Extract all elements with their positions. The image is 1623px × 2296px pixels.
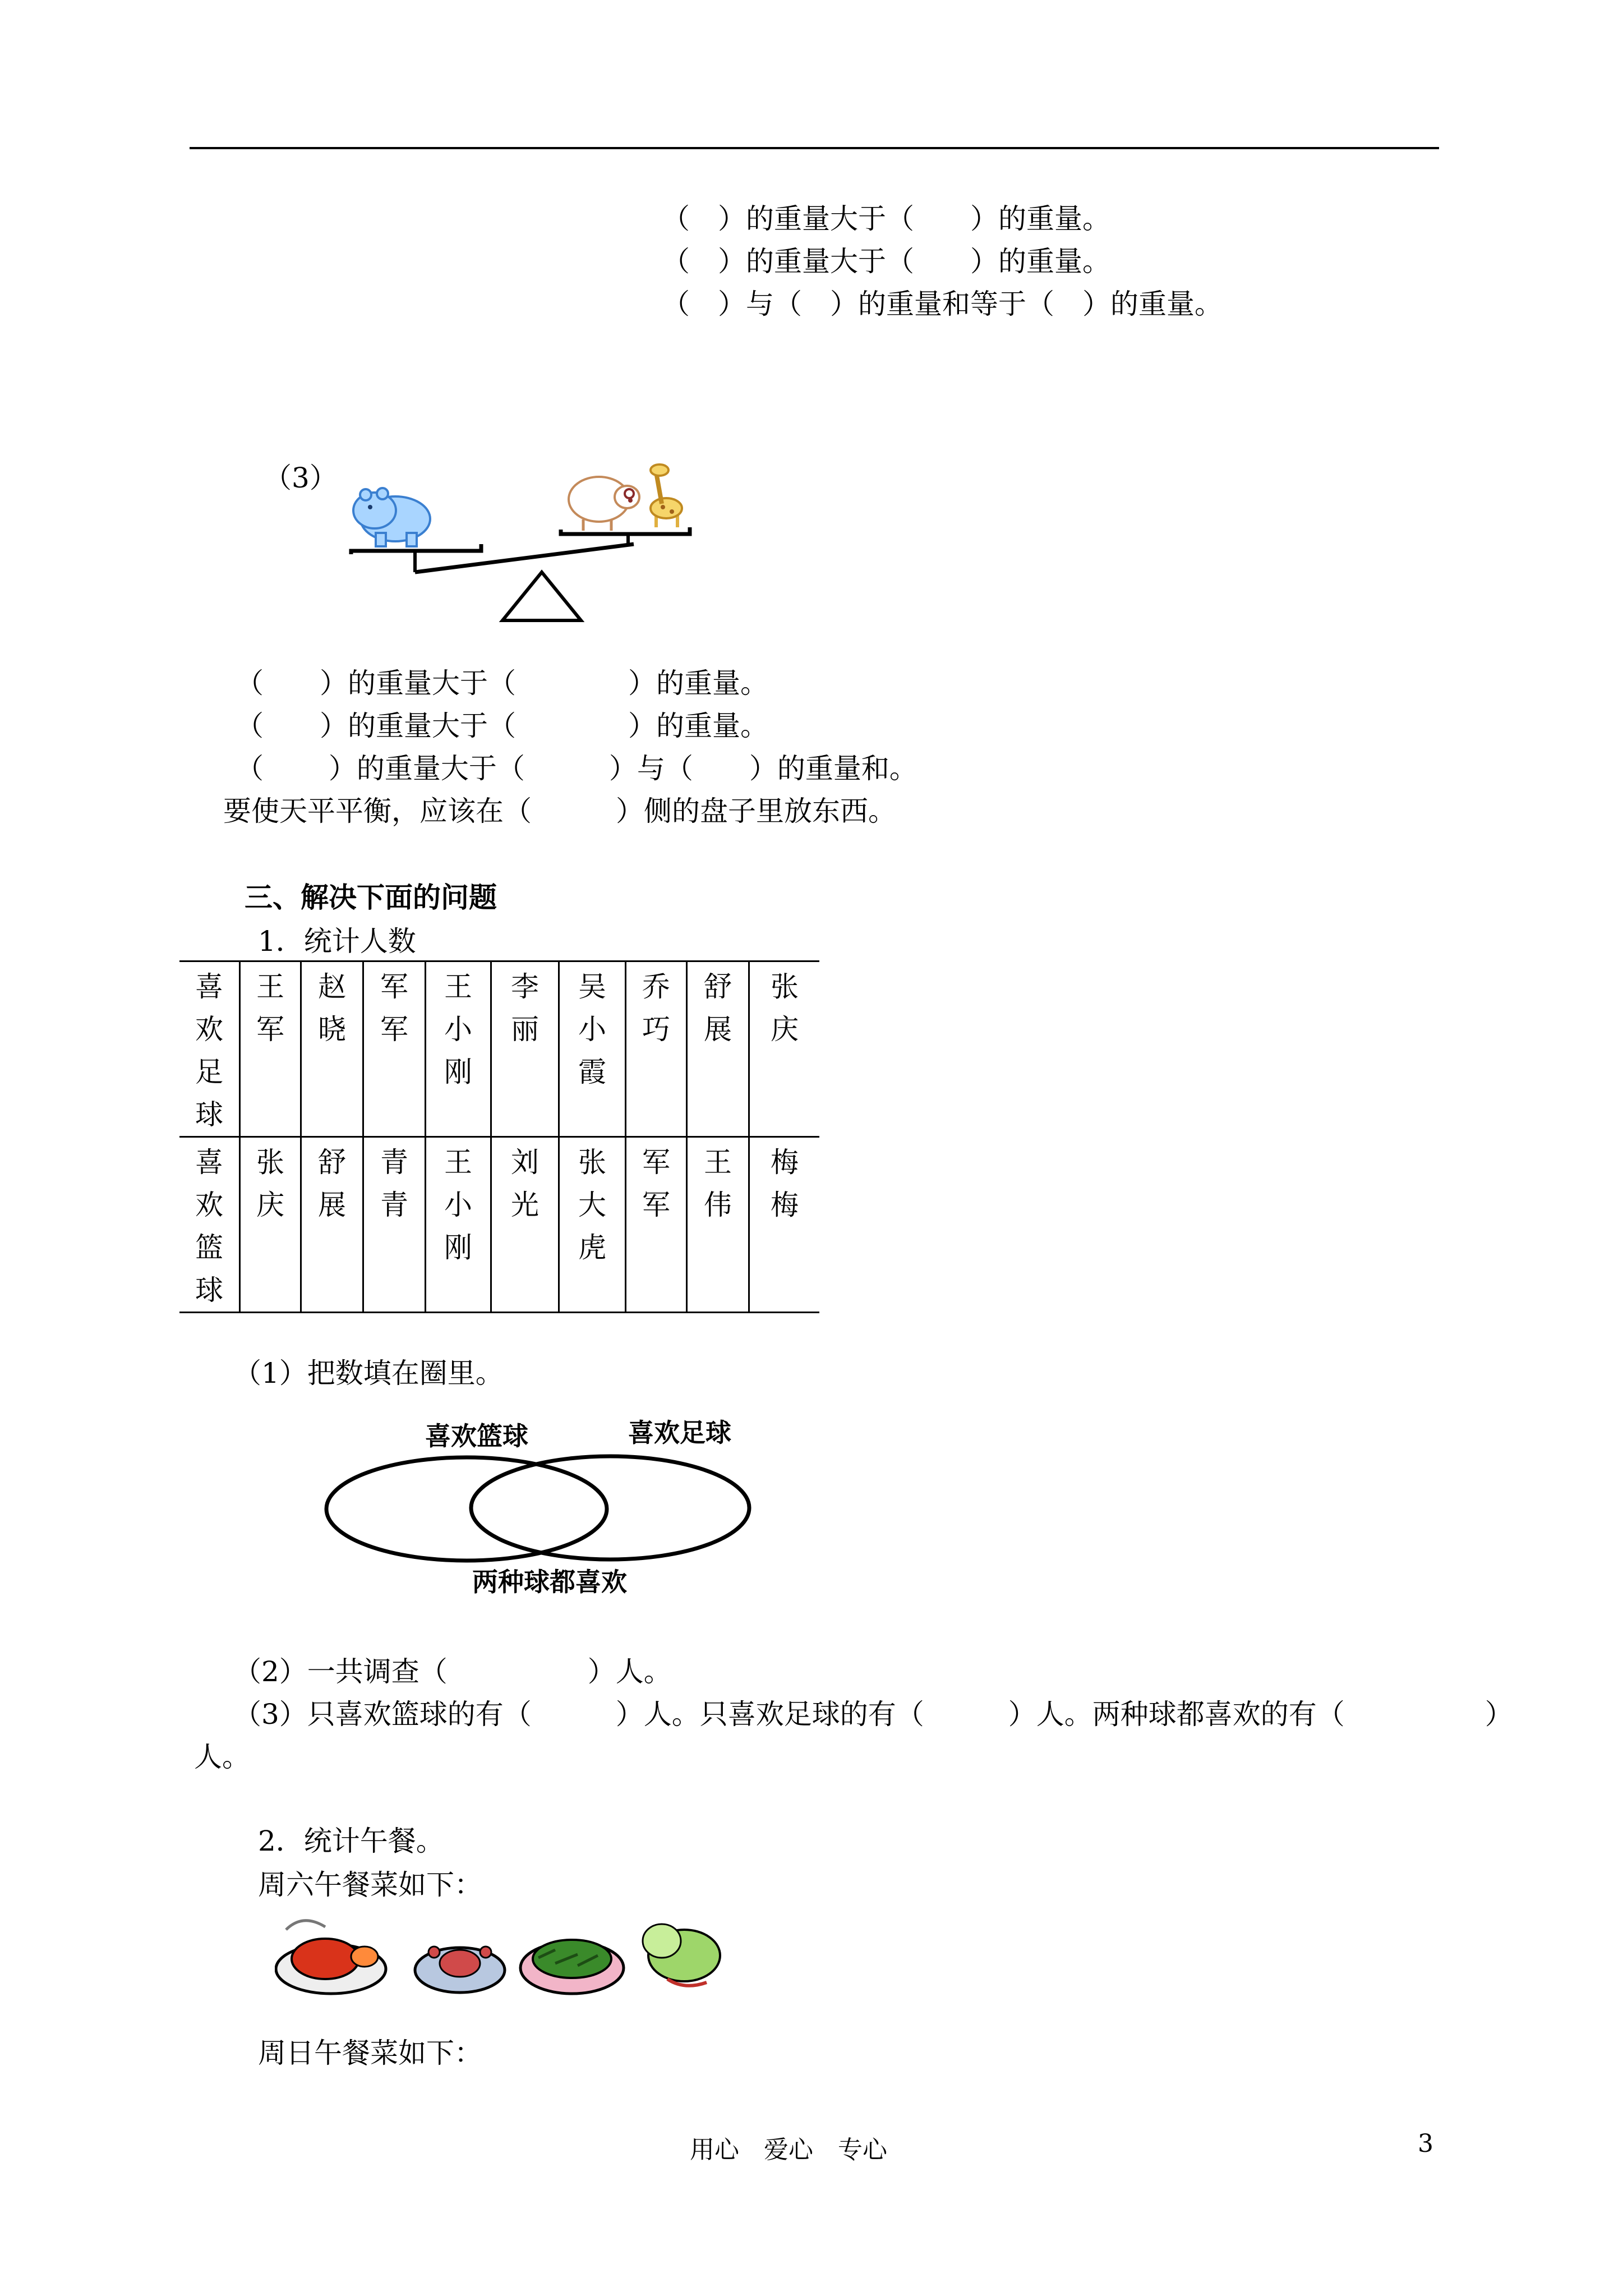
venn-diagram — [320, 1414, 791, 1604]
table-cell: 刘 光 — [491, 1137, 559, 1313]
table-cell: 军 军 — [363, 961, 426, 1137]
venn-right-label: 喜欢足球 — [628, 1418, 731, 1448]
survey-table — [179, 960, 819, 1313]
weights-line-3: （ ）与（ ）的重量和等于（ ）的重量。 — [662, 288, 1223, 320]
question-1-1: （1）把数填在圈里。 — [233, 1357, 504, 1389]
saturday-dishes — [275, 1907, 768, 1997]
row-header-basketball: 喜 欢 篮 球 — [179, 1137, 240, 1313]
venn-bottom-label: 两种球都喜欢 — [472, 1567, 627, 1597]
question-1-3-end: 人。 — [194, 1741, 250, 1773]
table-cell: 王 小 刚 — [426, 1137, 491, 1313]
table-cell: 吴 小 霞 — [559, 961, 626, 1137]
giraffe-icon — [651, 464, 682, 527]
scale-line-3: （ ）的重量大于（ ）与（ ）的重量和。 — [236, 752, 917, 785]
weights-line-1: （ ）的重量大于（ ）的重量。 — [662, 203, 1110, 235]
table-cell: 李 丽 — [491, 961, 559, 1137]
table-cell: 赵 晓 — [301, 961, 363, 1137]
row-header-football: 喜 欢 足 球 — [179, 961, 240, 1137]
green-beans-dish-icon — [520, 1940, 624, 1994]
sheep-icon — [569, 477, 639, 531]
table-cell: 乔 巧 — [626, 961, 687, 1137]
table-row-basketball — [179, 1137, 819, 1313]
question-3-label: （3） — [264, 462, 338, 494]
football-ellipse — [471, 1456, 749, 1559]
right-pan — [561, 527, 690, 534]
scale-line-4: 要使天平平衡，应该在（ ）侧的盘子里放东西。 — [223, 795, 896, 827]
table-cell: 张 庆 — [240, 1137, 301, 1313]
sunday-label: 周日午餐菜如下： — [258, 2037, 482, 2069]
table-cell: 王 军 — [240, 961, 301, 1137]
section-title: 三、解决下面的问题 — [245, 881, 497, 914]
table-row-football — [179, 961, 819, 1137]
hippo-icon — [353, 488, 430, 546]
table-cell: 舒 展 — [301, 1137, 363, 1313]
table-cell: 军 军 — [626, 1137, 687, 1313]
table-cell: 青 青 — [363, 1137, 426, 1313]
basketball-ellipse — [326, 1457, 607, 1561]
question-1-title: 1．统计人数 — [258, 925, 416, 958]
table-cell: 王 小 刚 — [426, 961, 491, 1137]
page-number: 3 — [1418, 2129, 1433, 2158]
scale-line-2: （ ）的重量大于（ ）的重量。 — [236, 710, 768, 742]
table-cell: 王 伟 — [687, 1137, 749, 1313]
question-2-title: 2．统计午餐。 — [258, 1825, 444, 1857]
saturday-label: 周六午餐菜如下： — [258, 1869, 482, 1901]
footer-motto: 用心 爱心 专心 — [690, 2136, 887, 2164]
balance-beam — [415, 544, 634, 572]
weights-line-2: （ ）的重量大于（ ）的重量。 — [662, 245, 1110, 278]
table-cell: 张 庆 — [749, 961, 820, 1137]
crab-dish-icon — [415, 1947, 505, 1993]
table-cell: 梅 梅 — [749, 1137, 820, 1313]
venn-left-label: 喜欢篮球 — [425, 1421, 528, 1451]
balance-scale-figure — [342, 460, 707, 628]
bok-choy-icon — [643, 1924, 720, 1986]
header-rule — [190, 147, 1439, 149]
lobster-dish-icon — [276, 1921, 386, 1994]
table-cell: 张 大 虎 — [559, 1137, 626, 1313]
scale-line-1: （ ）的重量大于（ ）的重量。 — [236, 667, 768, 700]
fulcrum-triangle — [502, 572, 581, 620]
table-cell: 舒 展 — [687, 961, 749, 1137]
question-1-3: （3）只喜欢篮球的有（ ）人。只喜欢足球的有（ ）人。两种球都喜欢的有（ ） — [233, 1698, 1513, 1731]
question-1-2: （2）一共调查（ ）人。 — [233, 1655, 672, 1688]
